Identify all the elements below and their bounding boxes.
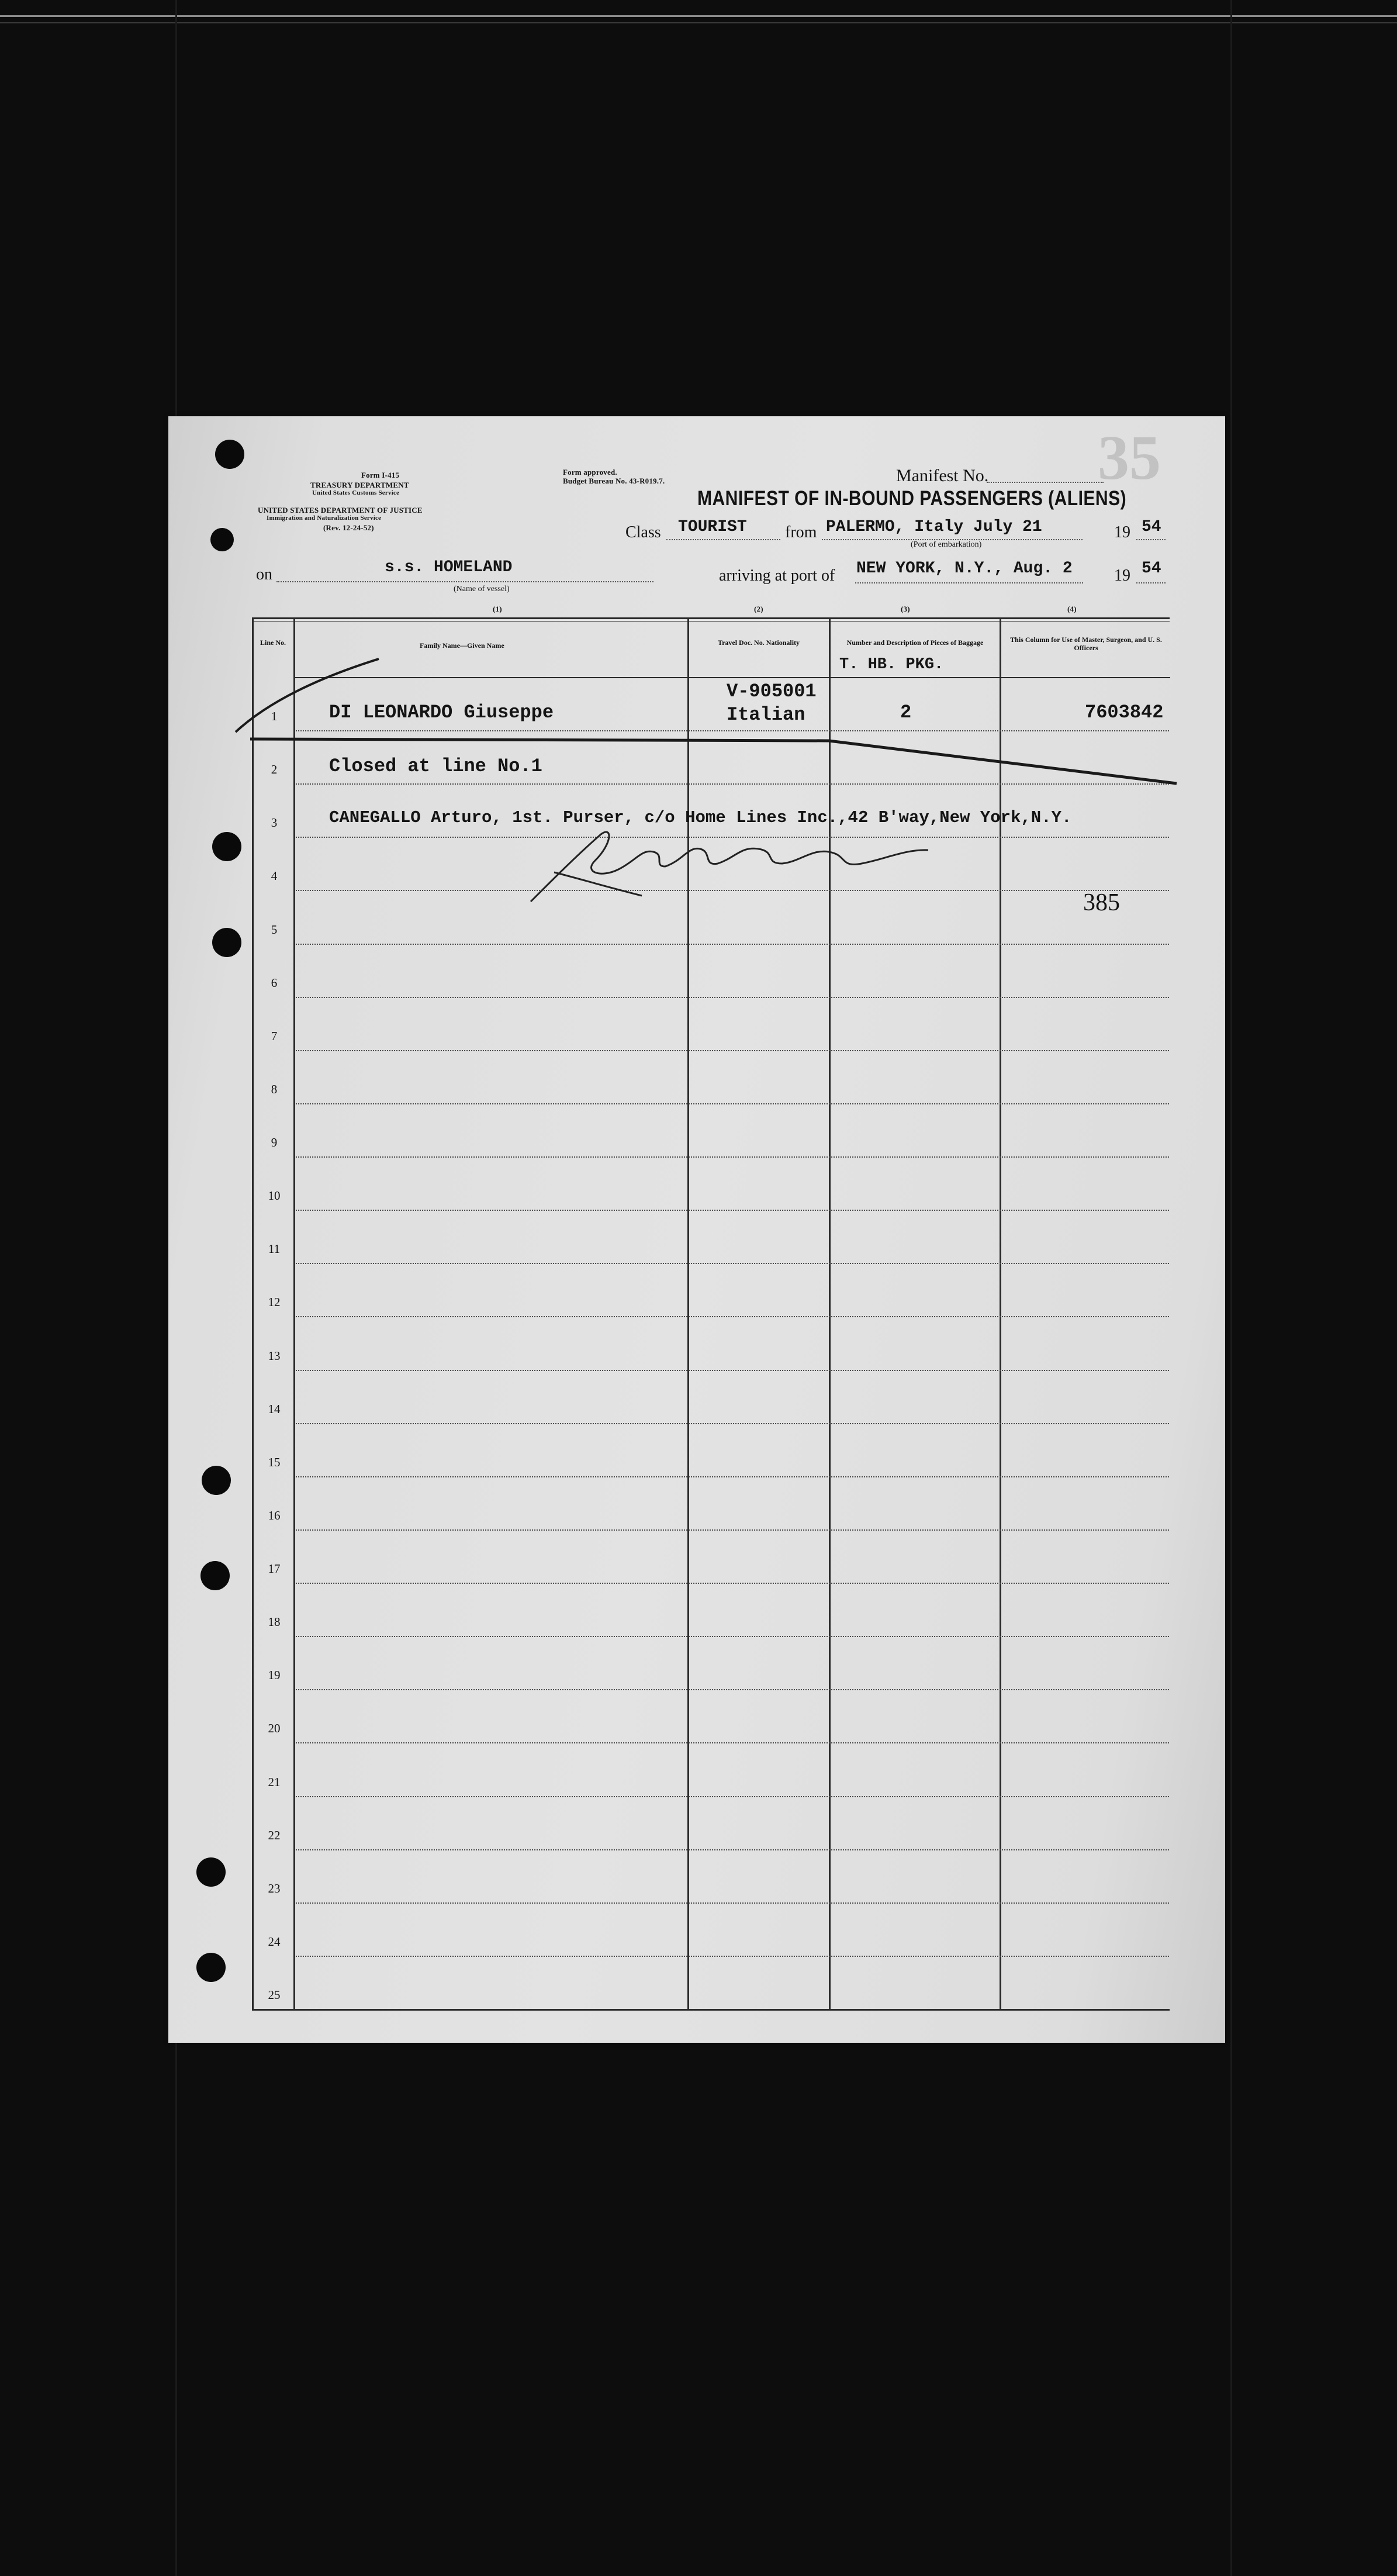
row-rule: [296, 1689, 1169, 1690]
treasury-dept: TREASURY DEPARTMENT: [310, 481, 409, 489]
arrive-year-prefix: 19: [1114, 567, 1130, 585]
col-head-baggage: Number and Description of Pieces of Baggage: [846, 638, 984, 647]
justice-dept: UNITED STATES DEPARTMENT OF JUSTICE: [258, 506, 423, 514]
punch-hole: [196, 1857, 226, 1887]
row-rule: [296, 1423, 1169, 1424]
line-number: 22: [268, 1828, 281, 1842]
form-number: Form I-415: [361, 471, 400, 479]
manifest-label: Manifest No.: [896, 466, 989, 485]
row-rule: [296, 1849, 1169, 1850]
line-number: 11: [268, 1242, 281, 1256]
row-rule: [296, 1956, 1169, 1957]
col-head-travel: Travel Doc. No. Nationality: [717, 638, 800, 647]
on-label: on: [256, 565, 272, 583]
row-rule: [296, 1902, 1169, 1904]
line-number: 3: [271, 816, 278, 830]
row-rule: [296, 1263, 1169, 1264]
line-number: 19: [268, 1668, 281, 1683]
line-number: 5: [271, 922, 278, 937]
form-title: MANIFEST OF IN-BOUND PASSENGERS (ALIENS): [697, 487, 1127, 510]
line-number: 8: [271, 1082, 278, 1096]
vessel-caption: (Name of vessel): [454, 585, 510, 593]
nationality: Italian: [727, 704, 805, 726]
row-rule: [296, 1103, 1169, 1104]
line-number: 12: [268, 1295, 281, 1310]
col-num-4: (4): [1067, 605, 1077, 613]
line-number: 2: [271, 762, 278, 777]
form-approved: Form approved.: [563, 468, 617, 476]
travel-doc-no: V-905001: [727, 681, 817, 702]
line-number: 20: [268, 1721, 281, 1736]
signature: [531, 832, 928, 902]
line-number: 18: [268, 1615, 281, 1629]
from-value: PALERMO, Italy July 21: [826, 518, 1042, 536]
officer-number: 7603842: [1085, 702, 1164, 723]
line-number: 6: [271, 975, 278, 990]
class-value: TOURIST: [678, 518, 747, 536]
line-number: 10: [268, 1189, 281, 1203]
row-rule: [296, 1796, 1169, 1797]
line-number: 15: [268, 1455, 281, 1469]
manifest-number: 35: [1098, 423, 1161, 493]
row-rule: [296, 1370, 1169, 1371]
row-rule: [296, 1050, 1169, 1051]
row-rule: [296, 1316, 1169, 1317]
year-prefix: 19: [1114, 523, 1130, 541]
row-rule: [296, 1742, 1169, 1743]
row-rule: [296, 1476, 1169, 1477]
row-rule: [296, 1529, 1169, 1531]
film-edge-line: [0, 22, 1397, 23]
punch-hole: [202, 1466, 231, 1495]
arriving-label: arriving at port of: [719, 567, 835, 585]
from-year: 54: [1142, 518, 1161, 536]
col-num-1: (1): [493, 605, 502, 613]
purser-line: CANEGALLO Arturo, 1st. Purser, c/o Home Lines Inc.,42 B'way,New York,N.Y.: [329, 808, 1072, 827]
line-number: 9: [271, 1135, 278, 1150]
pen-mark: [236, 659, 379, 732]
arriving-value: NEW YORK, N.Y., Aug. 2: [856, 560, 1073, 578]
revision-date: (Rev. 12-24-52): [323, 523, 374, 532]
budget-bureau: Budget Bureau No. 43-R019.7.: [563, 476, 665, 485]
manifest-page: [168, 416, 1225, 2043]
ins-service: Immigration and Naturalization Service: [267, 514, 382, 522]
line-number: 7: [271, 1028, 278, 1043]
line-number: 23: [268, 1881, 281, 1895]
col-head-line: Line No.: [260, 638, 286, 647]
table-bottom-rule: [252, 2009, 1170, 2011]
baggage-count: 2: [900, 702, 912, 723]
line-number: 4: [271, 869, 278, 883]
closing-line: [250, 739, 1177, 783]
line-number: 17: [268, 1562, 281, 1576]
col-num-3: (3): [901, 605, 910, 613]
from-label: from: [785, 523, 817, 541]
handwriting-overlay: [168, 416, 1225, 942]
col-head-officers: This Column for Use of Master, Surgeon, and U. S. Officers: [1010, 636, 1162, 652]
row-rule: [296, 1156, 1169, 1158]
row-rule: [296, 997, 1169, 998]
col-num-2: (2): [754, 605, 763, 613]
arrive-year: 54: [1142, 560, 1161, 578]
line-number: 14: [268, 1401, 281, 1416]
baggage-subhead: T. HB. PKG.: [839, 656, 944, 674]
line-number: 21: [268, 1774, 281, 1789]
line-number: 16: [268, 1508, 281, 1522]
class-label: Class: [625, 523, 661, 541]
passenger-name: DI LEONARDO Giuseppe: [329, 702, 554, 723]
vessel-name: s.s. HOMELAND: [385, 558, 513, 576]
col-head-name: Family Name—Given Name: [420, 641, 504, 650]
margin-number: 385: [1083, 889, 1120, 916]
customs-service: United States Customs Service: [312, 489, 400, 496]
film-edge-line: [0, 15, 1397, 17]
punch-hole: [196, 1953, 226, 1982]
line-number: 24: [268, 1934, 281, 1949]
film-streak: [1230, 0, 1232, 2576]
punch-hole: [200, 1561, 230, 1590]
line-number: 25: [268, 1988, 281, 2002]
port-caption: (Port of embarkation): [911, 540, 982, 549]
row-rule: [296, 1210, 1169, 1211]
closed-note: Closed at line No.1: [329, 755, 542, 777]
row-rule: [296, 1583, 1169, 1584]
line-number: 1: [271, 709, 278, 724]
row-rule: [296, 944, 1169, 945]
row-rule: [296, 1636, 1169, 1637]
line-number: 13: [268, 1348, 281, 1363]
